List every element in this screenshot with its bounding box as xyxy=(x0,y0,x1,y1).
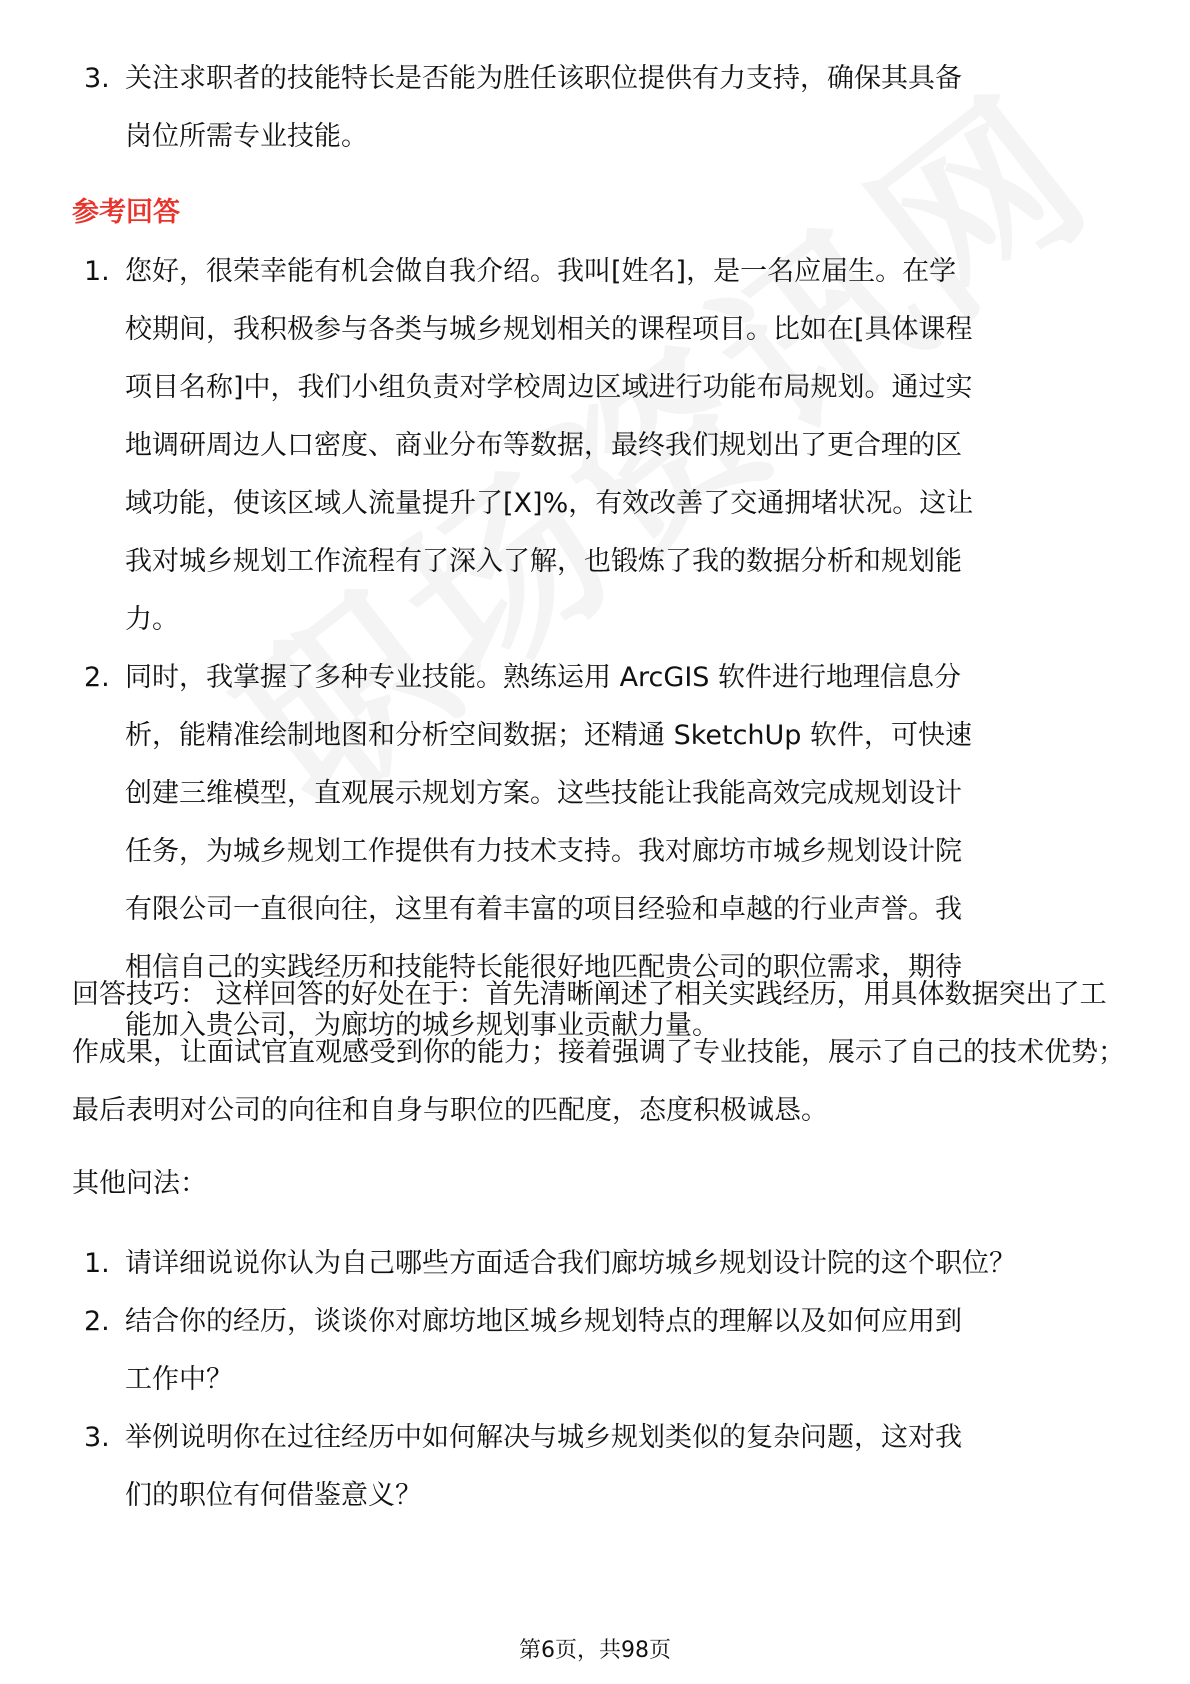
list-item-text: 结合你的经历，谈谈你对廊坊地区城乡规划特点的理解以及如何应用到工作中？ xyxy=(125,1306,962,1395)
list-item xyxy=(0,243,1039,649)
answer-list xyxy=(0,243,1190,1055)
list-number: 1. xyxy=(84,256,110,287)
other-questions-heading: 其他问法： xyxy=(72,1168,207,1199)
list-item xyxy=(0,50,1025,166)
list-item xyxy=(0,1293,1025,1409)
list-number: 2. xyxy=(84,662,110,693)
list-number: 3. xyxy=(84,63,110,94)
list-item xyxy=(0,1409,1025,1525)
answer-heading: 参考回答 xyxy=(72,197,180,228)
list-item-text: 请详细说说你认为自己哪些方面适合我们廊坊城乡规划设计院的这个职位？ xyxy=(125,1248,1016,1279)
answer-tips: 回答技巧： 这样回答的好处在于：首先清晰阐述了相关实践经历，用具体数据突出了工作成果，让面试官直观感受到你的能力；接着强调了专业技能，展示了自己的技术优势；最后表明对公司的向往和自身与职位的匹配度，态度积极诚恳。 xyxy=(72,979,1125,1126)
list-number: 2. xyxy=(84,1306,110,1337)
page-number: 第6页，共98页 xyxy=(519,1638,671,1663)
intro-list xyxy=(0,50,1190,166)
list-item-text: 举例说明你在过往经历中如何解决与城乡规划类似的复杂问题，这对我们的职位有何借鉴意义？ xyxy=(125,1422,962,1511)
list-number: 1. xyxy=(84,1248,110,1279)
list-number: 3. xyxy=(84,1422,110,1453)
other-questions-list xyxy=(0,1235,1190,1525)
list-item xyxy=(0,1235,1085,1293)
list-item-text: 您好，很荣幸能有机会做自我介绍。我叫[姓名]，是一名应届生。在学校期间，我积极参与各类与城乡规划相关的课程项目。比如在[具体课程项目名称]中，我们小组负责对学校周边区域进行功能布局规划。通过实地调研周边人口密度、商业分布等数据，最终我们规划出了更合理的区域功能，使该区域人流量提升了[X]%，有效改善了交通拥堵状况。这让我对城乡规划工作流程有了深入了解，也锻炼了我的数据分析和规划能力。 xyxy=(125,256,974,635)
list-item-text: 关注求职者的技能特长是否能为胜任该职位提供有力支持，确保其具备岗位所需专业技能。 xyxy=(125,63,962,152)
list-item-text: 同时，我掌握了多种专业技能。熟练运用 ArcGIS 软件进行地理信息分析，能精准绘制地图和分析空间数据；还精通 SketchUp 软件，可快速创建三维模型，直观展示规划方案。这些技能让我能高效完成规划设计任务，为城乡规划工作提供有力技术支持。我对廊坊市城乡规划设计院有限公司一直很向往，这里有着丰富的项目经验和卓越的行业声誉。我相信自己的实践经历和技能特长能很好地匹配贵公司的职位需求，期待能加入贵公司，为廊坊的城乡规划事业贡献力量。 xyxy=(125,662,973,1041)
